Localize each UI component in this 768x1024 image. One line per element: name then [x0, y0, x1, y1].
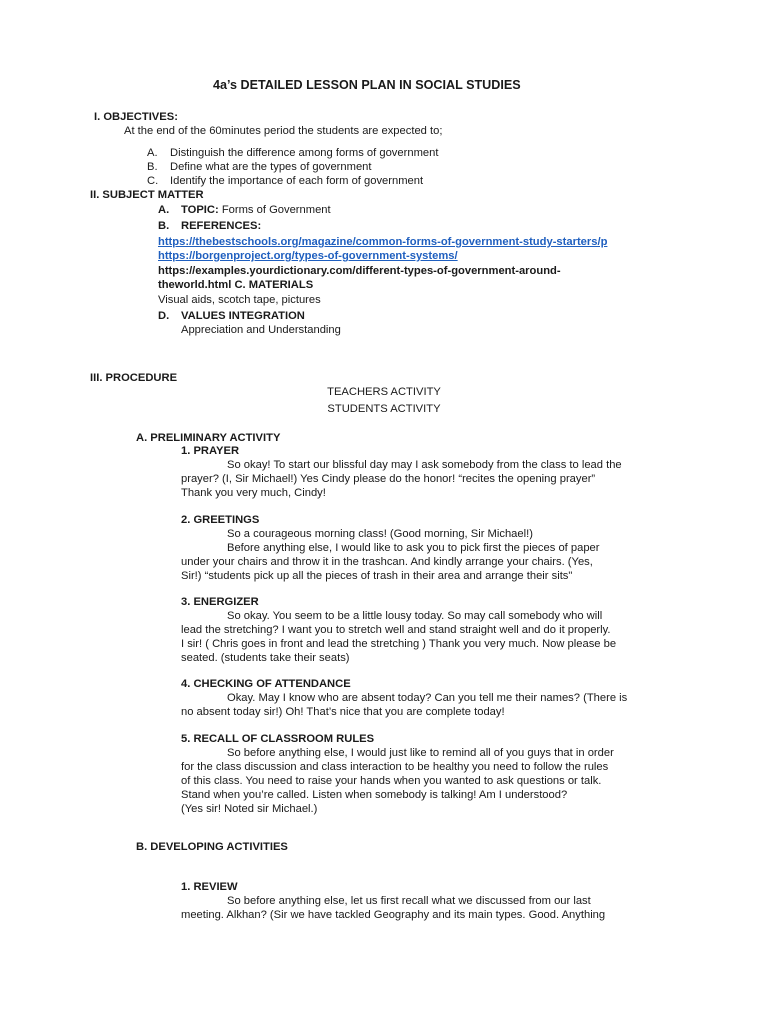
rules-line-4: Stand when you’re called. Listen when somebody is talking! Am I understood? [181, 789, 568, 801]
rules-line-3: of this class. You need to raise your hands when you wanted to ask questions or talk. [181, 775, 602, 787]
values-label: VALUES INTEGRATION [181, 310, 305, 322]
procedure-heading: III. PROCEDURE [90, 372, 178, 384]
preliminary-activity-heading: A. PRELIMINARY ACTIVITY [136, 432, 281, 444]
prayer-line-1: So okay! To start our blissful day may I ask somebody from the class to lead the [227, 459, 622, 471]
reference-text-line-2: theworld.html C. MATERIALS [158, 279, 314, 291]
review-heading: 1. REVIEW [181, 881, 238, 893]
energizer-line-1: So okay. You seem to be a little lousy today. So may call somebody who will [227, 610, 603, 622]
prayer-line-3: Thank you very much, Cindy! [181, 487, 326, 499]
energizer-line-2: lead the stretching? I want you to stretch well and stand straight well and do it properly. [181, 624, 611, 636]
greetings-heading: 2. GREETINGS [181, 514, 260, 526]
values-text: Appreciation and Understanding [181, 324, 341, 336]
objectives-heading: I. OBJECTIVES: [94, 111, 178, 123]
objective-text-c: Identify the importance of each form of government [170, 175, 424, 187]
topic-value: Forms of Government [221, 204, 331, 216]
references-label: REFERENCES: [181, 220, 262, 232]
greetings-line-2: Before anything else, I would like to ask you to pick first the pieces of paper [227, 542, 600, 554]
reference-link-1[interactable]: https://thebestschools.org/magazine/common-forms-of-government-study-starters/p [158, 236, 608, 248]
classroom-rules-heading: 5. RECALL OF CLASSROOM RULES [181, 733, 375, 745]
references-marker: B. [158, 220, 170, 232]
students-activity-label: STUDENTS ACTIVITY [327, 403, 441, 415]
attendance-line-2: no absent today sir!) Oh! That’s nice that you are complete today! [181, 706, 505, 718]
document-title: 4a’s DETAILED LESSON PLAN IN SOCIAL STUDIES [213, 78, 521, 92]
teachers-activity-label: TEACHERS ACTIVITY [327, 386, 441, 398]
review-line-1: So before anything else, let us first recall what we discussed from our last [227, 895, 591, 907]
topic-marker: A. [158, 204, 170, 216]
greetings-line-3: under your chairs and throw it in the trashcan. And kindly arrange your chairs. (Yes, [181, 556, 593, 568]
subject-matter-heading: II. SUBJECT MATTER [90, 189, 204, 201]
rules-line-5: (Yes sir! Noted sir Michael.) [181, 803, 318, 815]
energizer-line-4: seated. (students take their seats) [181, 652, 350, 664]
topic-label: TOPIC: [181, 204, 219, 216]
rules-line-2: for the class discussion and class interaction to be healthy you need to follow the rules [181, 761, 609, 773]
objectives-intro: At the end of the 60minutes period the students are expected to; [124, 125, 443, 137]
energizer-line-3: I sir! ( Chris goes in front and lead the stretching ) Thank you very much. Now please be [181, 638, 617, 650]
review-line-2: meeting. Alkhan? (Sir we have tackled Geography and its main types. Good. Anything [181, 909, 606, 921]
prayer-heading: 1. PRAYER [181, 445, 240, 457]
objective-text-b: Define what are the types of government [170, 161, 372, 173]
rules-line-1: So before anything else, I would just like to remind all of you guys that in order [227, 747, 614, 759]
attendance-line-1: Okay. May I know who are absent today? Can you tell me their names? (There is [227, 692, 628, 704]
objective-marker-c: C. [147, 175, 159, 187]
reference-text-line-1: https://examples.yourdictionary.com/different-types-of-government-around- [158, 265, 561, 277]
greetings-line-1: So a courageous morning class! (Good morning, Sir Michael!) [227, 528, 533, 540]
topic-line [181, 203, 331, 217]
values-marker: D. [158, 310, 170, 322]
materials-text: Visual aids, scotch tape, pictures [158, 294, 321, 306]
greetings-line-4: Sir!) “students pick up all the pieces of trash in their area and arrange their sits" [181, 570, 573, 582]
objective-marker-a: A. [147, 147, 158, 159]
energizer-heading: 3. ENERGIZER [181, 596, 259, 608]
objective-text-a: Distinguish the difference among forms of government [170, 147, 439, 159]
reference-link-2[interactable]: https://borgenproject.org/types-of-government-systems/ [158, 250, 458, 262]
prayer-line-2: prayer? (I, Sir Michael!) Yes Cindy please do the honor! “recites the opening prayer” [181, 473, 596, 485]
attendance-heading: 4. CHECKING OF ATTENDANCE [181, 678, 351, 690]
developing-activities-heading: B. DEVELOPING ACTIVITIES [136, 841, 288, 853]
objective-marker-b: B. [147, 161, 158, 173]
